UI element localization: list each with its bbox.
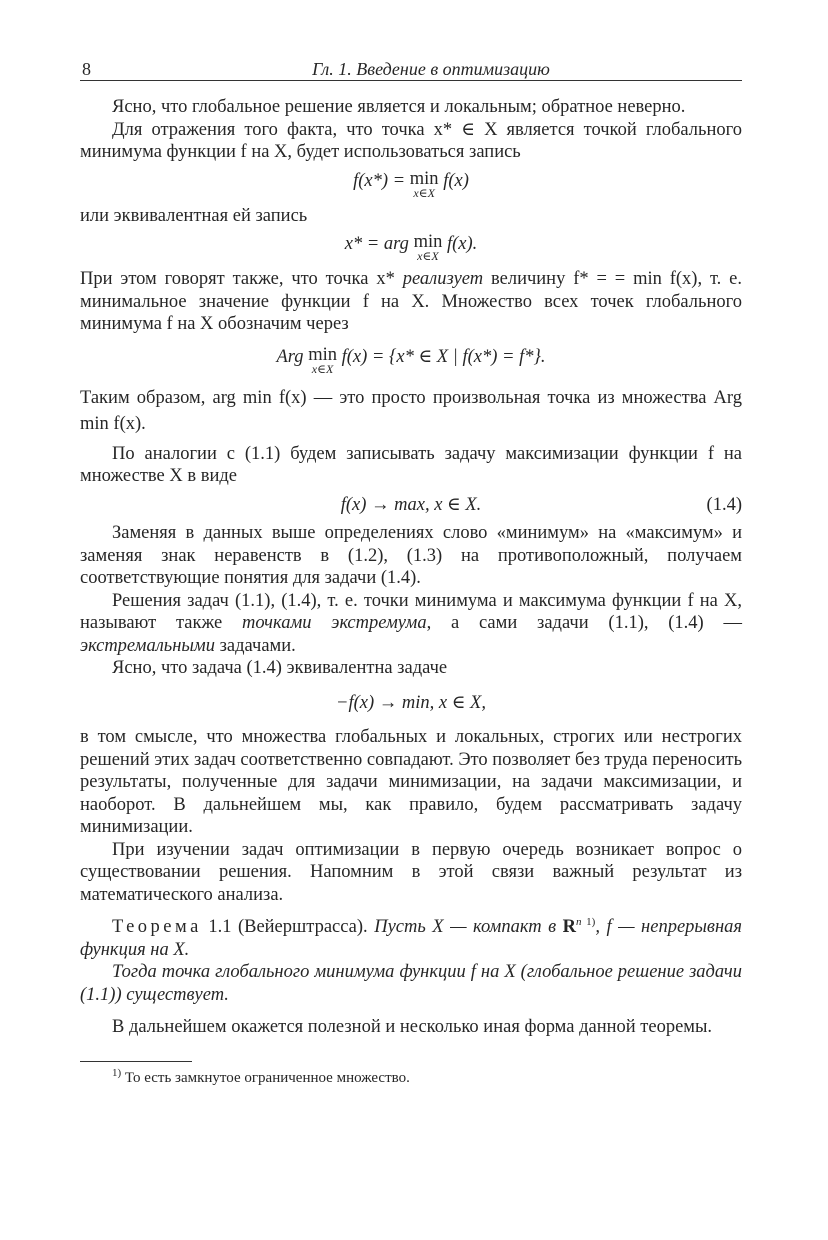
text-run: величину f* = = min f(x), т. е. минимальное значение функции f на X. Множество всех точек глобального минимума f на X обозначим через bbox=[80, 269, 742, 334]
theorem-statement: Тогда точка глобального минимума функции f на X (глобальное решение задачи (1.1)) существует. bbox=[80, 962, 742, 1005]
text-run: задачами. bbox=[214, 635, 296, 656]
running-head bbox=[80, 56, 742, 81]
footnote-divider bbox=[80, 1061, 192, 1062]
min-operator: min bbox=[308, 344, 337, 365]
operator-subscript: x∈X bbox=[417, 249, 439, 263]
equation-number: (1.4) bbox=[706, 494, 742, 515]
equation bbox=[80, 346, 742, 375]
text-run: При этом говорят также, что точка x* bbox=[80, 269, 403, 289]
emphasis: экстремальными bbox=[80, 635, 215, 656]
dimension-superscript: n bbox=[576, 915, 582, 928]
operator-subscript: x∈X bbox=[413, 185, 435, 200]
equation bbox=[80, 233, 742, 262]
min-operator: min bbox=[409, 168, 439, 189]
theorem-label: Теорема bbox=[112, 917, 202, 937]
equation-part: x* = arg bbox=[344, 234, 414, 254]
text-run: Решения задач (1.1), (1.4), т. е. точки минимума и максимума функции f на X, называют также bbox=[80, 590, 742, 633]
theorem bbox=[80, 916, 742, 961]
emphasis: точками экстремума bbox=[242, 613, 427, 633]
chapter-title: Гл. 1. Введение в оптимизацию bbox=[312, 59, 550, 79]
paragraph: Для отражения того факта, что точка x* ∈ X является точкой глобального минимума функции f на X, будет использоваться запись bbox=[80, 119, 742, 162]
paragraph: или эквивалентная ей запись bbox=[80, 205, 308, 226]
paragraph: Заменяя в данных выше определениях слово «минимум» на «максимум» и заменяя знак неравенств в (1.2), (1.3) на противоположный, получаем соответствующие понятия для задачи (1.4). bbox=[80, 523, 742, 588]
footnote-text: То есть замкнутое ограниченное множество. bbox=[121, 1069, 410, 1086]
page-body bbox=[80, 96, 742, 1088]
footnote-marker: 1) bbox=[112, 1066, 122, 1079]
paragraph: в том смысле, что множества глобальных и локальных, строгих или нестрогих решений этих задач соответственно совпадают. Это позволяет без труда переносить результаты, полученные для задачи минимизации, на задачи максимизации, и наоборот. В дальнейшем мы, как правило, будем рассматривать задачу минимизации. bbox=[80, 727, 743, 837]
equation-part: f(x*) = bbox=[353, 170, 410, 191]
min-operator: min bbox=[413, 232, 443, 252]
theorem-statement: , f — непрерывная функция на X. bbox=[80, 917, 742, 960]
paragraph bbox=[80, 268, 742, 336]
operator-subscript: x∈X bbox=[311, 361, 334, 376]
paragraph: Таким образом, arg min f(x) — это просто произвольная точка из множества Arg min f(x). bbox=[80, 387, 742, 434]
page-number: 8 bbox=[82, 59, 91, 79]
paragraph: В дальнейшем окажется полезной и несколько иная форма данной теоремы. bbox=[112, 1017, 713, 1037]
footnote-marker: 1) bbox=[581, 915, 596, 928]
equation bbox=[80, 692, 742, 715]
paragraph: При изучении задач оптимизации в первую очередь возникает вопрос о существовании решения. Напомним в этой связи важный результат из математического анализа. bbox=[80, 839, 742, 905]
equation bbox=[80, 494, 742, 517]
paragraph bbox=[80, 590, 742, 658]
equation bbox=[80, 170, 742, 199]
equation-part: f(x). bbox=[442, 234, 478, 254]
paragraph: Ясно, что задача (1.4) эквивалентна задаче bbox=[112, 658, 448, 678]
page bbox=[80, 56, 742, 1088]
equation-formula: −f(x) → min, x ∈ X, bbox=[336, 692, 486, 713]
theorem-number: 1.1 (Вейерштрасса). bbox=[201, 917, 375, 937]
emphasis: реализует bbox=[402, 269, 484, 289]
equation-part: Arg bbox=[276, 346, 309, 367]
paragraph: По аналогии с (1.1) будем записывать задачу максимизации функции f на множестве X в виде bbox=[80, 443, 742, 486]
paragraph: Ясно, что глобальное решение является и локальным; обратное неверно. bbox=[112, 97, 686, 117]
footnote bbox=[80, 1068, 742, 1088]
theorem-statement: Пусть X — компакт в bbox=[374, 917, 563, 937]
equation-part: f(x) bbox=[438, 170, 469, 191]
real-numbers-symbol: R bbox=[562, 917, 577, 937]
theorem-conclusion bbox=[80, 961, 742, 1006]
equation-formula: f(x) → max, x ∈ X. bbox=[340, 494, 482, 515]
text-run: , а сами задачи (1.1), (1.4) — bbox=[426, 613, 742, 633]
equation-part: f(x) = {x* ∈ X | f(x*) = f*}. bbox=[336, 346, 546, 367]
